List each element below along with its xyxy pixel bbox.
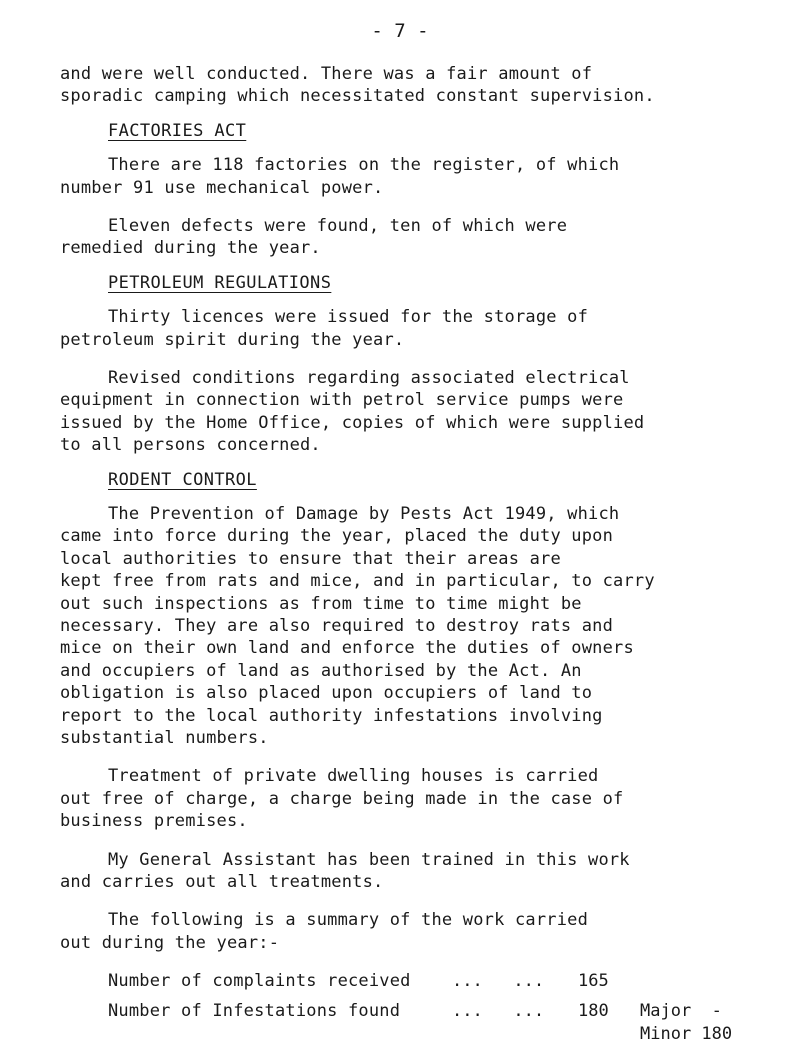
petroleum-para-line: to all persons concerned. xyxy=(60,435,321,456)
rodent-para-line: report to the local authority infestations involving xyxy=(60,705,603,726)
rodent-heading: RODENT CONTROL xyxy=(108,469,257,490)
intro-line: and were well conducted. There was a fair amount of xyxy=(60,64,593,84)
rodent-para-line: local authorities to ensure that their areas are xyxy=(60,548,561,569)
summary-label: Number of Infestations found xyxy=(108,1001,401,1022)
petroleum-para-line: issued by the Home Office, copies of which were supplied xyxy=(60,412,645,433)
factories-para-line: number 91 use mechanical power. xyxy=(60,177,384,198)
rodent-para-line: and carries out all treatments. xyxy=(60,872,384,892)
rodent-para-line: out free of charge, a charge being made in the case of xyxy=(60,788,624,809)
summary-note: Major - xyxy=(640,1001,722,1022)
rodent-para-line: necessary. They are also required to destroy rats and xyxy=(60,616,614,636)
rodent-para-line: mice on their own land and enforce the duties of owners xyxy=(60,638,634,659)
summary-value: 180 xyxy=(578,1001,609,1022)
rodent-para-line: obligation is also placed upon occupiers of land to xyxy=(60,683,593,704)
summary-label: Number of complaints received xyxy=(108,971,411,992)
summary-row xyxy=(108,971,411,991)
factories-para-line: There are 118 factories on the register, of which xyxy=(108,155,620,176)
summary-row xyxy=(108,1001,400,1021)
rodent-para-line: came into force during the year, placed the duty upon xyxy=(60,526,614,547)
page-number: - 7 - xyxy=(371,20,429,42)
rodent-para-line: My General Assistant has been trained in this work xyxy=(108,849,630,870)
rodent-para-line: Treatment of private dwelling houses is carried xyxy=(108,766,599,787)
rodent-para-line: out during the year:- xyxy=(60,932,280,953)
rodent-para-line: The Prevention of Damage by Pests Act 1949, which xyxy=(108,504,620,524)
petroleum-para-line: petroleum spirit during the year. xyxy=(60,329,405,350)
petroleum-heading: PETROLEUM REGULATIONS xyxy=(108,272,332,293)
petroleum-para-line: Revised conditions regarding associated electrical xyxy=(108,368,630,388)
rodent-para-line: The following is a summary of the work carried xyxy=(108,910,589,931)
summary-dots: ... ... xyxy=(452,1001,545,1022)
petroleum-para-line: Thirty licences were issued for the storage of xyxy=(108,307,589,328)
rodent-para-line: business premises. xyxy=(60,811,248,832)
rodent-para-line: out such inspections as from time to time might be xyxy=(60,593,582,614)
rodent-para-line: and occupiers of land as authorised by the Act. An xyxy=(60,660,582,681)
petroleum-para-line: equipment in connection with petrol service pumps were xyxy=(60,390,624,411)
factories-heading: FACTORIES ACT xyxy=(108,120,247,141)
summary-extra: Minor 180 xyxy=(640,1023,733,1044)
rodent-para-line: substantial numbers. xyxy=(60,728,269,748)
summary-dots: ... ... xyxy=(452,971,545,992)
rodent-para-line: kept free from rats and mice, and in particular, to carry xyxy=(60,571,655,592)
intro-line: sporadic camping which necessitated constant supervision. xyxy=(60,86,655,107)
factories-para-line: Eleven defects were found, ten of which were xyxy=(108,216,568,236)
factories-para-line: remedied during the year. xyxy=(60,238,321,259)
summary-value: 165 xyxy=(578,971,609,992)
